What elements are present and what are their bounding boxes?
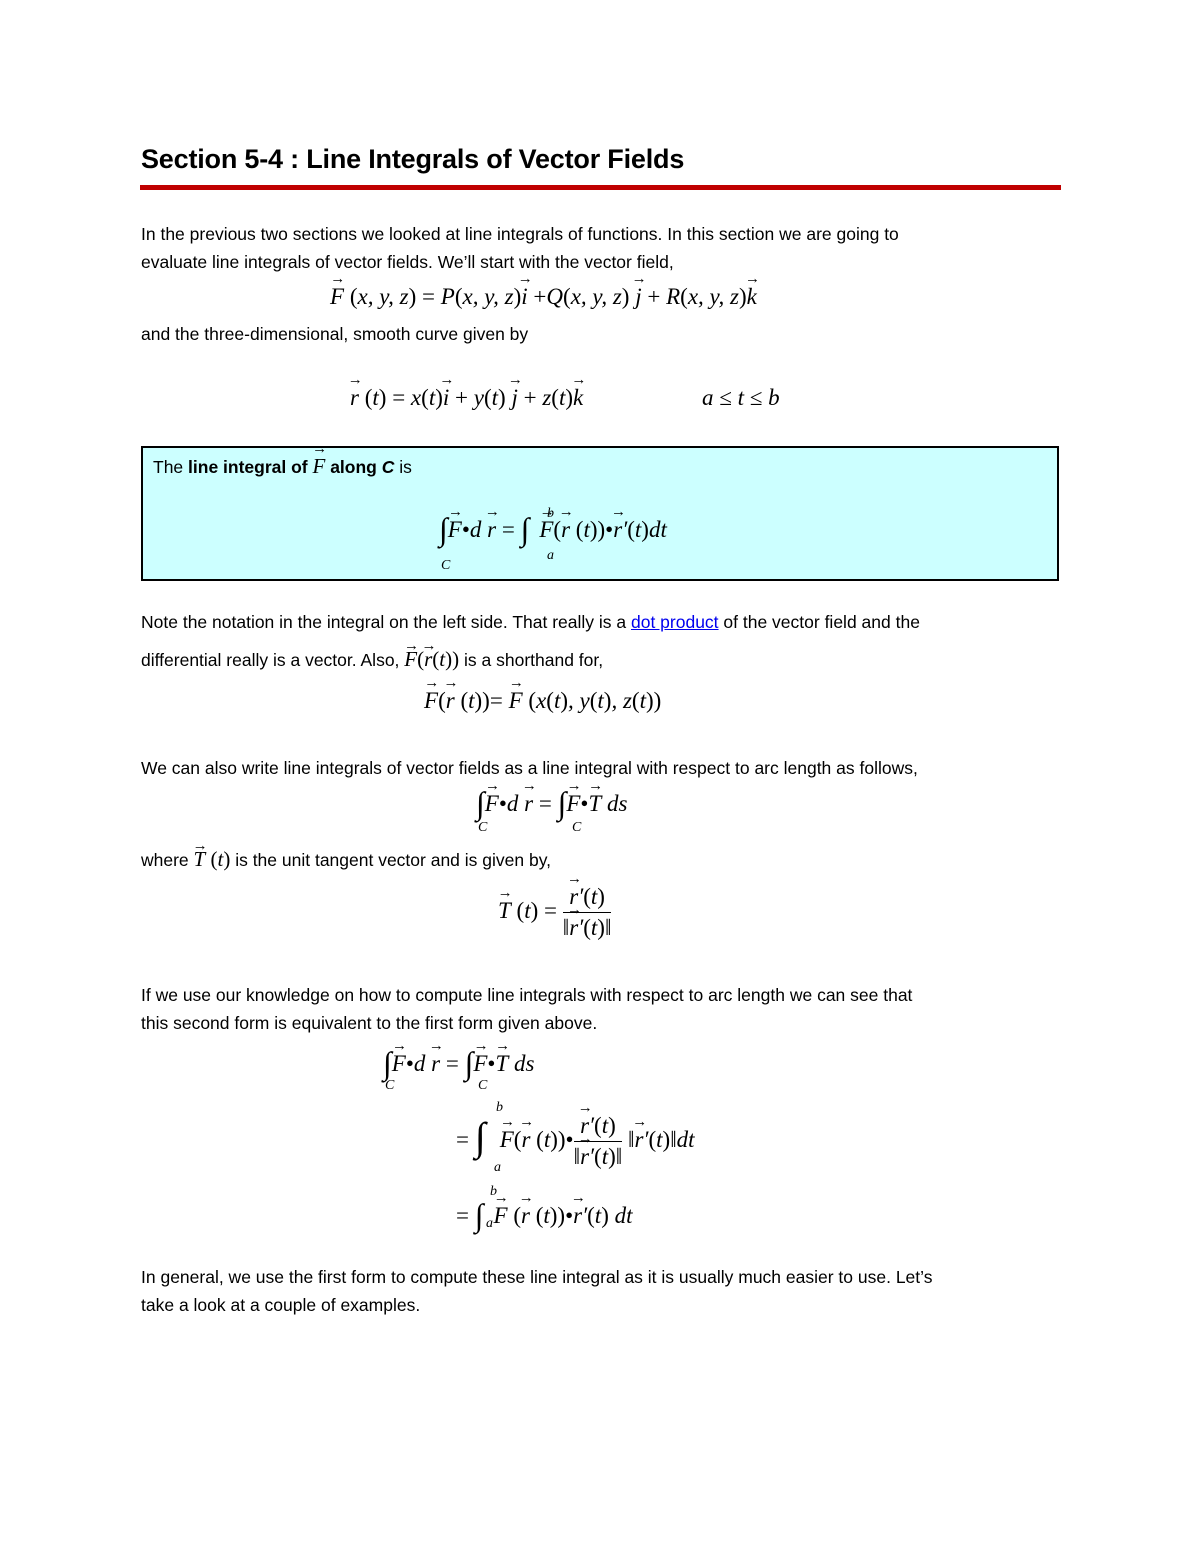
note-line-1: Note the notation in the integral on the left side. That really is a dot product of the vector field and the: [141, 612, 920, 632]
note-line-2: differential really is a vector. Also, → F(→ r(t)) is a shorthand for,: [141, 645, 603, 674]
arc-length-equation: ∫→ F•d → r = ∫→ F•→ T ds: [476, 782, 627, 819]
definition-text: The line integral of → F along C is: [153, 454, 412, 479]
vector-field-equation: → F (x, y, z) = P(x, y, z)→ i +Q(x, y, z) → j + R(x, y, z)→ k: [330, 284, 757, 310]
equivalence-paragraph: [141, 981, 912, 1037]
dot-product-link[interactable]: dot product: [630, 612, 719, 632]
derivation-lower-c-1: C: [385, 1078, 395, 1093]
equivalence-line-2: this second form is equivalent to the first form given above.: [141, 1013, 598, 1033]
derivation-line-1: ∫→ F•d → r = ∫→ F•→ T ds: [383, 1042, 534, 1079]
page-title: Section 5-4 : Line Integrals of Vector Fields: [141, 144, 685, 174]
shorthand-equation: → F(→ r (t))= → F (x(t), y(t), z(t)): [424, 688, 661, 714]
parameter-range: a ≤ t ≤ b: [702, 385, 780, 410]
equivalence-line-1: If we use our knowledge on how to compute line integrals with respect to arc length we can see that: [141, 985, 913, 1005]
title-underline: [140, 185, 1061, 190]
lower-limit-a: a: [547, 548, 554, 563]
closing-line-2: take a look at a couple of examples.: [141, 1295, 421, 1315]
derivation-line-2: = ∫→ F(→ r (t))• → $\frac{r'(t)}{‖\to r'(t)‖}$ ‖→ r′(t)‖dt: [456, 1110, 695, 1170]
definition-box: [141, 446, 1059, 581]
definition-formula: ∫→ F•d → r = ∫→ F(→ r (t))•→ r′(t)dt: [439, 508, 667, 545]
derivation-lower-a-1: a: [494, 1160, 501, 1175]
curve-intro: and the three-dimensional, smooth curve given by: [141, 324, 529, 344]
upper-limit-b: b: [547, 506, 554, 521]
derivation-line-3: = ∫→ F (→ r (t))•→ r′(t) dt: [456, 1194, 633, 1231]
curve-equation: → r (t) = x(t)→ i + y(t) → j + z(t)→ k: [350, 385, 583, 411]
derivation-lower-a-2: a: [486, 1216, 493, 1231]
unit-tangent-equation: → T (t) = → $\frac{r'(t)}{‖\to r'(t)‖}$: [498, 884, 611, 941]
arc-length-intro: We can also write line integrals of vector fields as a line integral with respect to arc length as follows,: [141, 758, 918, 778]
closing-line-1: In general, we use the first form to compute these line integral as it is usually much easier to use. Let’s: [141, 1267, 933, 1287]
arc-lower-limit-2: C: [572, 820, 582, 835]
derivation-upper-b-1: b: [496, 1100, 503, 1115]
lower-limit-c: C: [441, 558, 451, 573]
derivation-upper-b-2: b: [490, 1184, 497, 1199]
intro-line-2: evaluate line integrals of vector fields. We’ll start with the vector field,: [141, 252, 674, 272]
intro-line-1: In the previous two sections we looked at line integrals of functions. In this section we are going to: [141, 224, 899, 244]
derivation-lower-c-2: C: [478, 1078, 488, 1093]
arc-lower-limit-1: C: [478, 820, 488, 835]
closing-paragraph: [141, 1263, 932, 1319]
tangent-intro: where → T (t) is the unit tangent vector and is given by,: [141, 845, 551, 874]
intro-paragraph: [141, 220, 899, 276]
